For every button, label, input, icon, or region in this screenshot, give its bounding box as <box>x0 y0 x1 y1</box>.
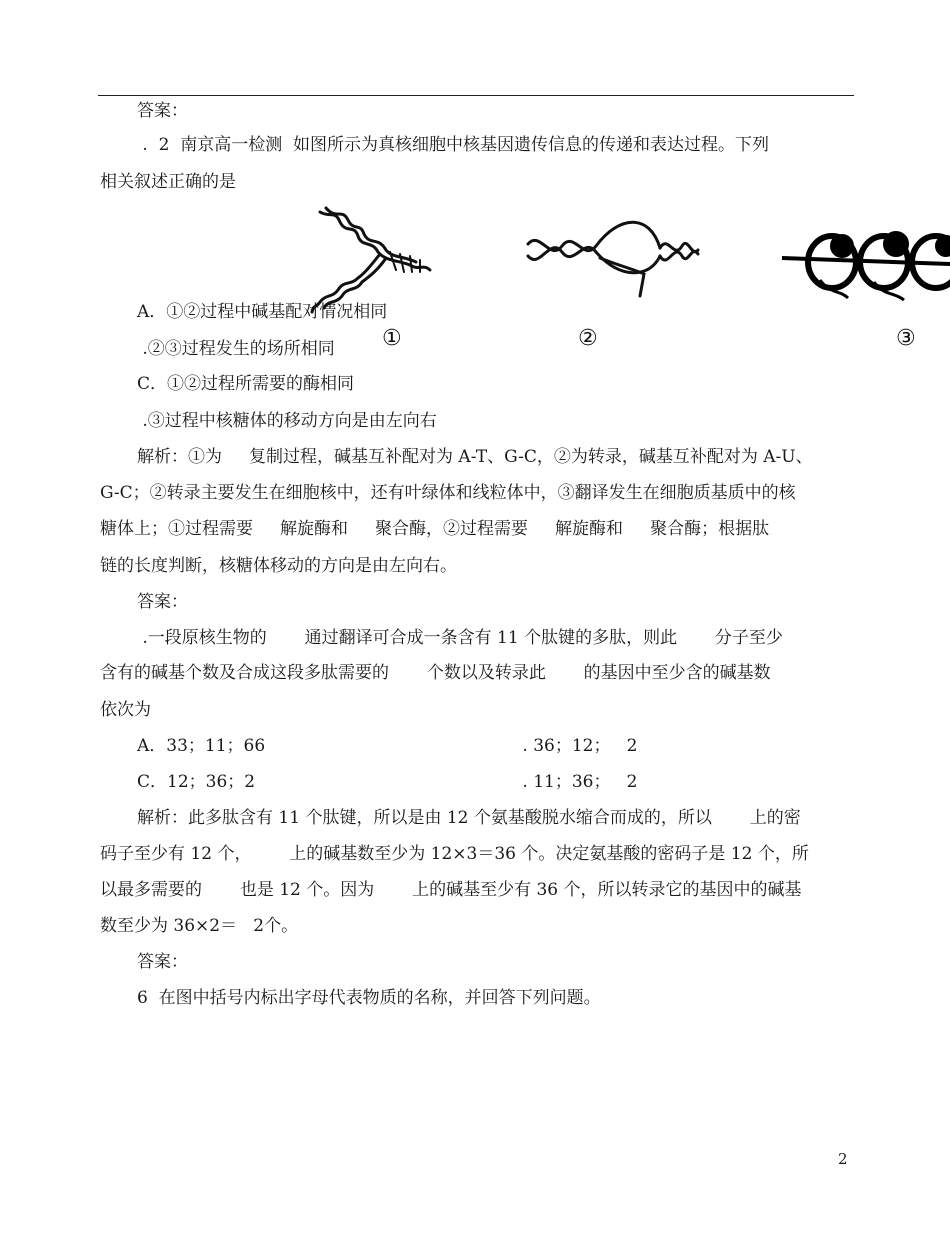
transcription-drawing <box>528 222 698 296</box>
analysis-5-line-2: G-C；②转录主要发生在细胞核中，还有叶绿体和线粒体中，③翻译发生在细胞质基质中的核 <box>100 483 796 503</box>
option-d-2: . 11；36； 2 <box>517 772 638 792</box>
page-number: 2 <box>838 1150 848 1168</box>
figure-label-2: ② <box>578 326 598 351</box>
analysis-5-line-4: 链的长度判断，核糖体移动的方向是由左向右。 <box>100 556 457 576</box>
question-6-stem: 6 在图中括号内标出字母代表物质的名称，并回答下列问题。 <box>137 988 601 1008</box>
option-b: .②③过程发生的场所相同 <box>137 339 335 359</box>
analysis-next-line-4: 数至少为 36×2＝ 2个。 <box>100 916 299 936</box>
analysis-next-line-1: 解析：此多肽含有 11 个肽键，所以是由 12 个氨基酸脱水缩合而成的，所以 上的密 <box>137 808 801 828</box>
answer-label-1: 答案： <box>137 101 188 121</box>
option-a: A．①②过程中碱基配对情况相同 <box>137 302 388 322</box>
process-diagram <box>300 200 950 360</box>
analysis-next-line-3: 以最多需要的 也是 12 个。因为 上的碱基至少有 36 个，所以转录它的基因中的碱基 <box>100 880 802 900</box>
figure-label-1: ① <box>382 326 402 351</box>
answer-label-3: 答案： <box>137 952 188 972</box>
analysis-next-line-2: 码子至少有 12 个， 上的碱基数至少为 12×3＝36 个。决定氨基酸的密码子是 12 个，所 <box>100 844 809 864</box>
analysis-5-line-1: 解析：①为 复制过程，碱基互补配对为 A-T、G-C，②为转录，碱基互补配对为 A-U、 <box>137 447 813 467</box>
answer-label-2: 答案： <box>137 592 188 612</box>
figure-label-3: ③ <box>896 326 916 351</box>
option-c-2: C．12；36；2 <box>137 772 256 792</box>
question-5-stem-cont: 相关叙述正确的是 <box>100 172 236 192</box>
option-b-2: . 36；12； 2 <box>517 736 638 756</box>
question-5-stem: . 2 南京高一检测 如图所示为真核细胞中核基因遗传信息的传递和表达过程。下列 <box>137 135 770 155</box>
question-next-stem-end: 依次为 <box>100 700 151 720</box>
header-rule <box>98 95 854 96</box>
replication-drawing <box>312 208 430 312</box>
question-next-stem: .一段原核生物的 通过翻译可合成一条含有 11 个肽键的多肽，则此 分子至少 <box>137 628 783 648</box>
question-next-stem-cont: 含有的碱基个数及合成这段多肽需要的 个数以及转录此 的基因中至少含的碱基数 <box>100 663 771 683</box>
option-a-2: A．33；11；66 <box>137 736 266 756</box>
option-d: .③过程中核糖体的移动方向是由左向右 <box>137 411 437 431</box>
dna-process-figure <box>300 200 950 360</box>
translation-drawing <box>782 234 950 300</box>
analysis-5-line-3: 糖体上；①过程需要 解旋酶和 聚合酶，②过程需要 解旋酶和 聚合酶；根据肽 <box>100 519 770 539</box>
option-c: C．①②过程所需要的酶相同 <box>137 374 355 394</box>
